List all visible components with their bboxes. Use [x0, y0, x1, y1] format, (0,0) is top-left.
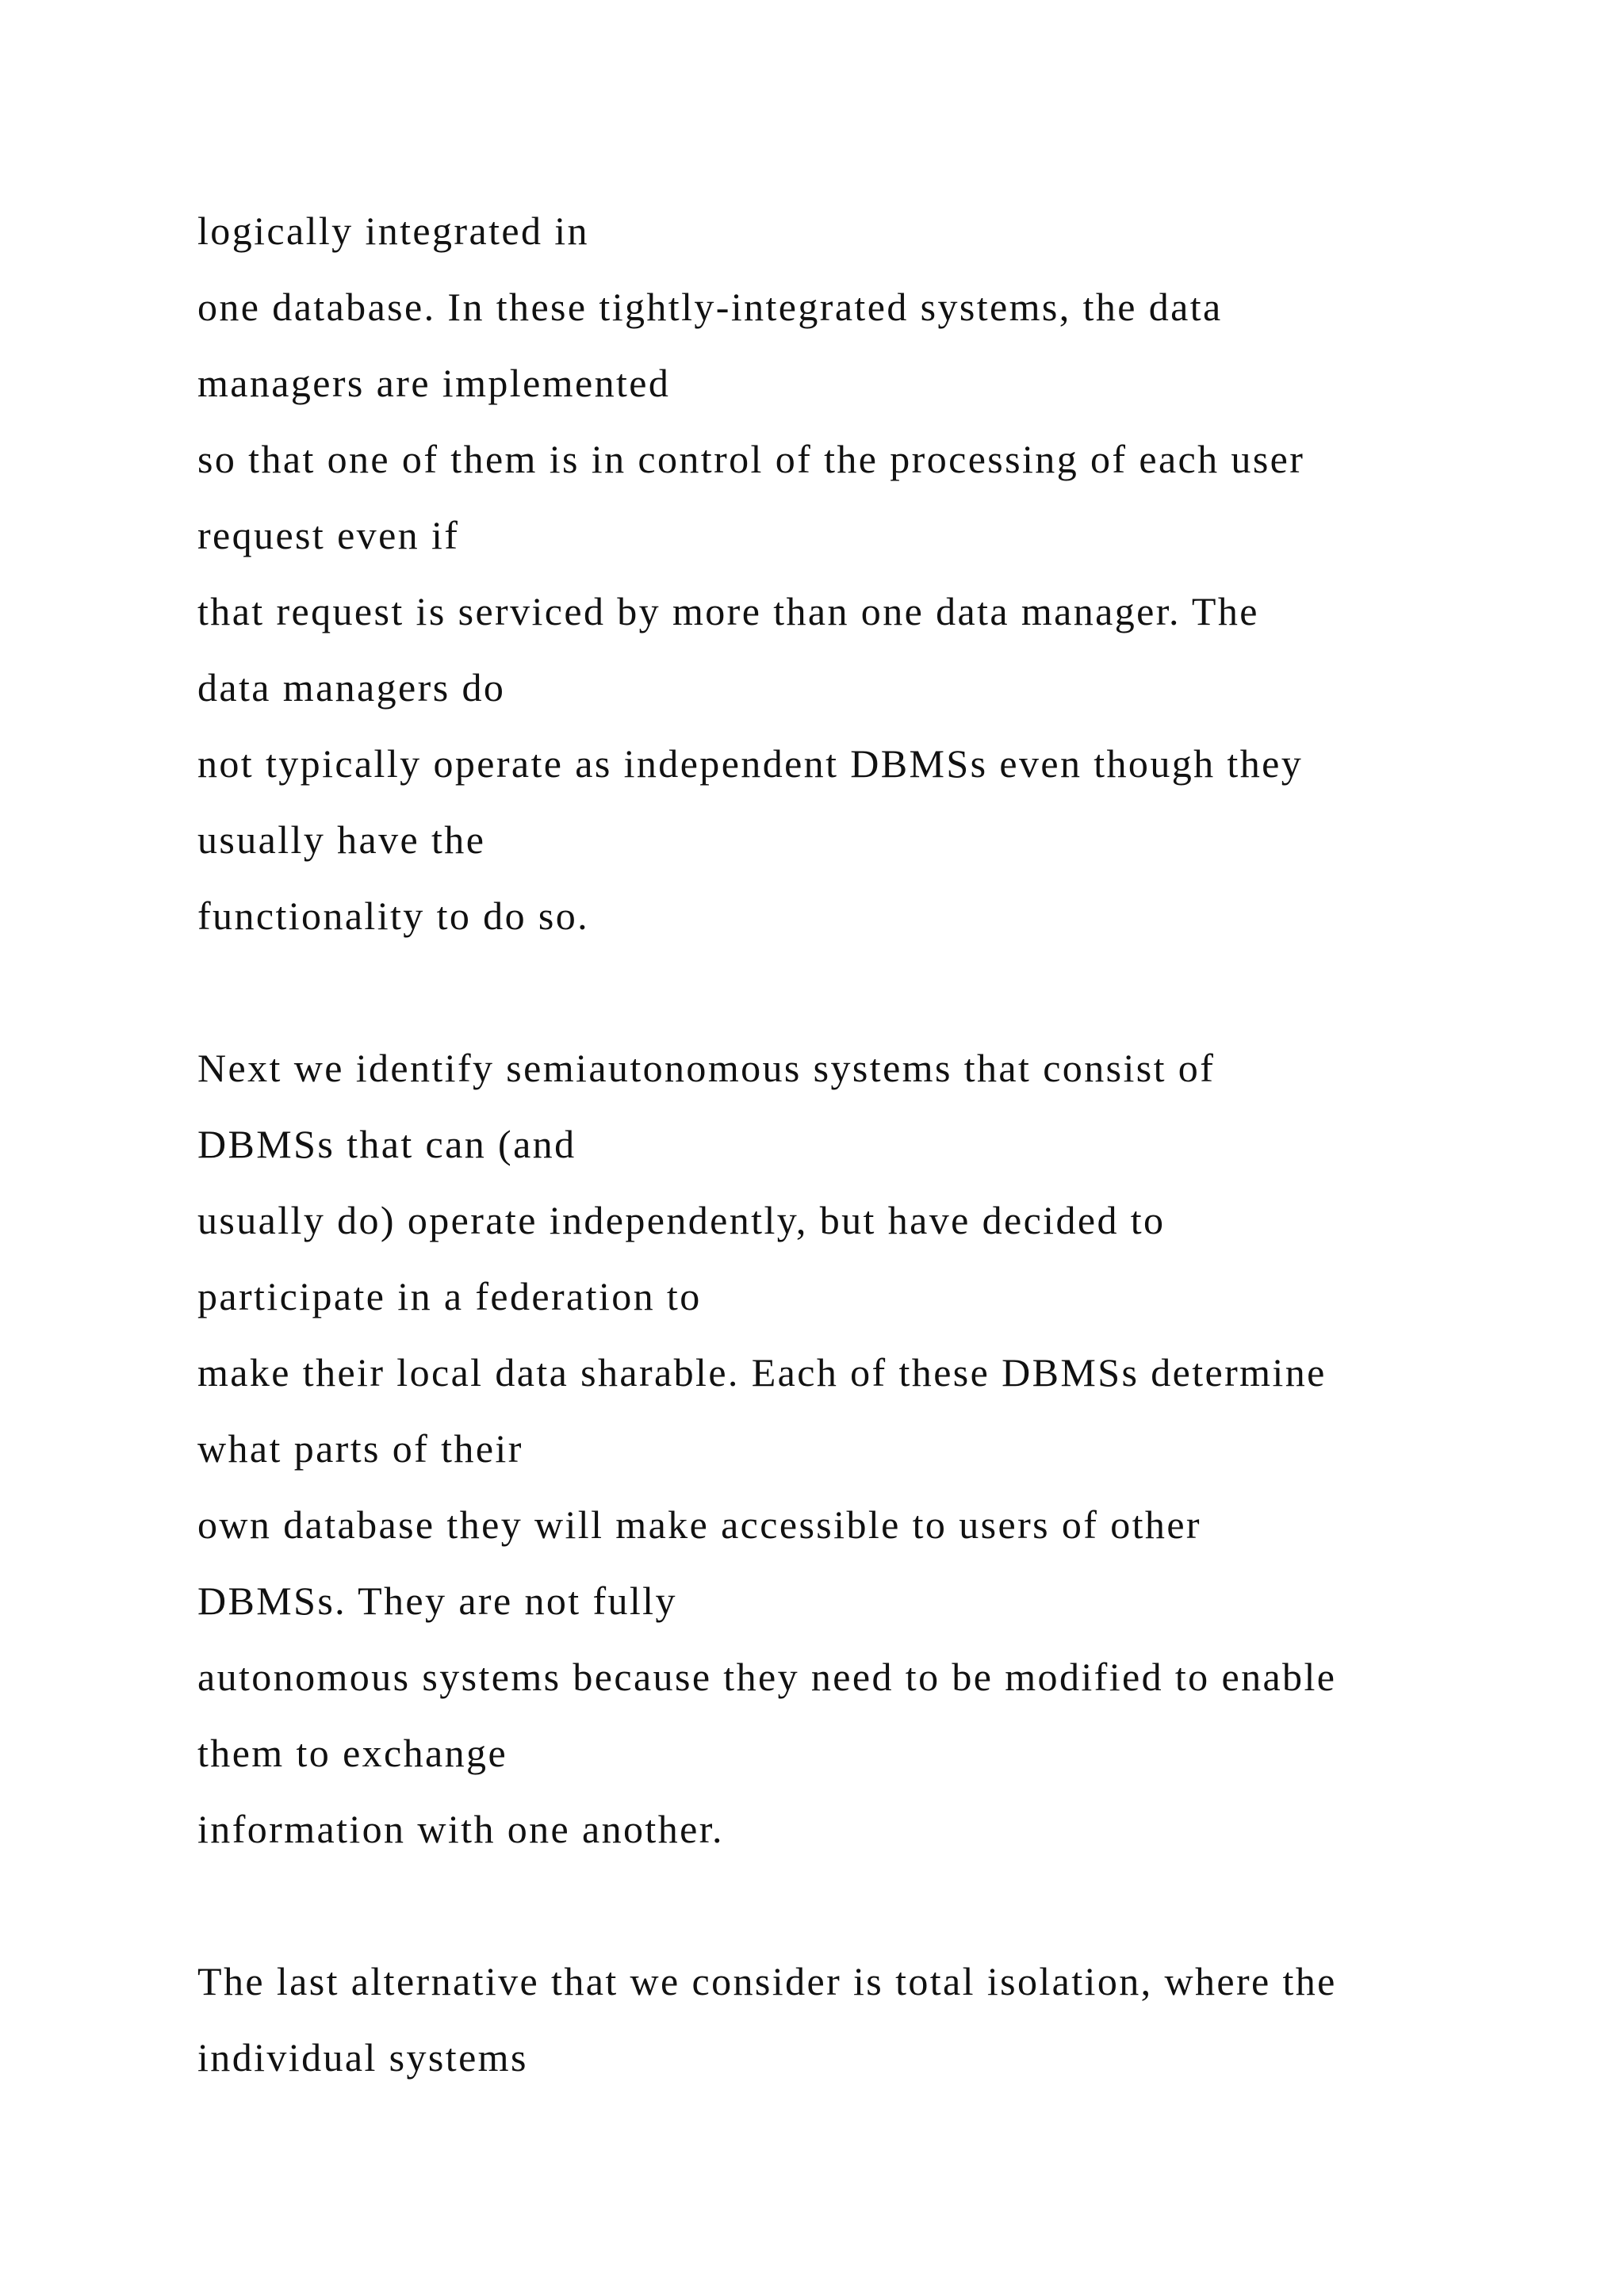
paragraph-3: [197, 1943, 1545, 2095]
paragraph-1: [197, 193, 1545, 954]
text-line: usually have the: [197, 817, 486, 862]
text-line: information with one another.: [197, 1807, 724, 1851]
text-line: DBMSs. They are not fully: [197, 1578, 677, 1623]
text-line: autonomous systems because they need to be modified to enable: [197, 1655, 1337, 1699]
paragraph-2: [197, 1030, 1545, 1867]
text-line: one database. In these tightly-integrated systems, the data: [197, 285, 1223, 329]
text-line: request even if: [197, 513, 460, 557]
text-line: make their local data sharable. Each of these DBMSs determine: [197, 1350, 1327, 1395]
text-line: data managers do: [197, 665, 506, 710]
text-line: so that one of them is in control of the processing of each user: [197, 437, 1305, 481]
text-line: participate in a federation to: [197, 1274, 702, 1318]
text-line: usually do) operate independently, but have decided to: [197, 1198, 1166, 1242]
text-line: functionality to do so.: [197, 894, 590, 938]
paragraph-gap: [197, 1867, 1545, 1943]
text-line: them to exchange: [197, 1731, 508, 1775]
text-line: individual systems: [197, 2035, 528, 2080]
paragraph-gap: [197, 954, 1545, 1030]
text-line: managers are implemented: [197, 361, 671, 405]
text-line: logically integrated in: [197, 209, 589, 253]
text-line: The last alternative that we consider is total isolation, where the: [197, 1959, 1337, 2003]
text-line: that request is serviced by more than one data manager. The: [197, 589, 1259, 633]
document-body: [197, 193, 1545, 2095]
text-line: not typically operate as independent DBMSs even though they: [197, 741, 1304, 786]
text-line: DBMSs that can (and: [197, 1122, 576, 1166]
text-line: what parts of their: [197, 1426, 523, 1471]
text-line: Next we identify semiautonomous systems that consist of: [197, 1046, 1216, 1090]
text-line: own database they will make accessible to users of other: [197, 1502, 1201, 1547]
